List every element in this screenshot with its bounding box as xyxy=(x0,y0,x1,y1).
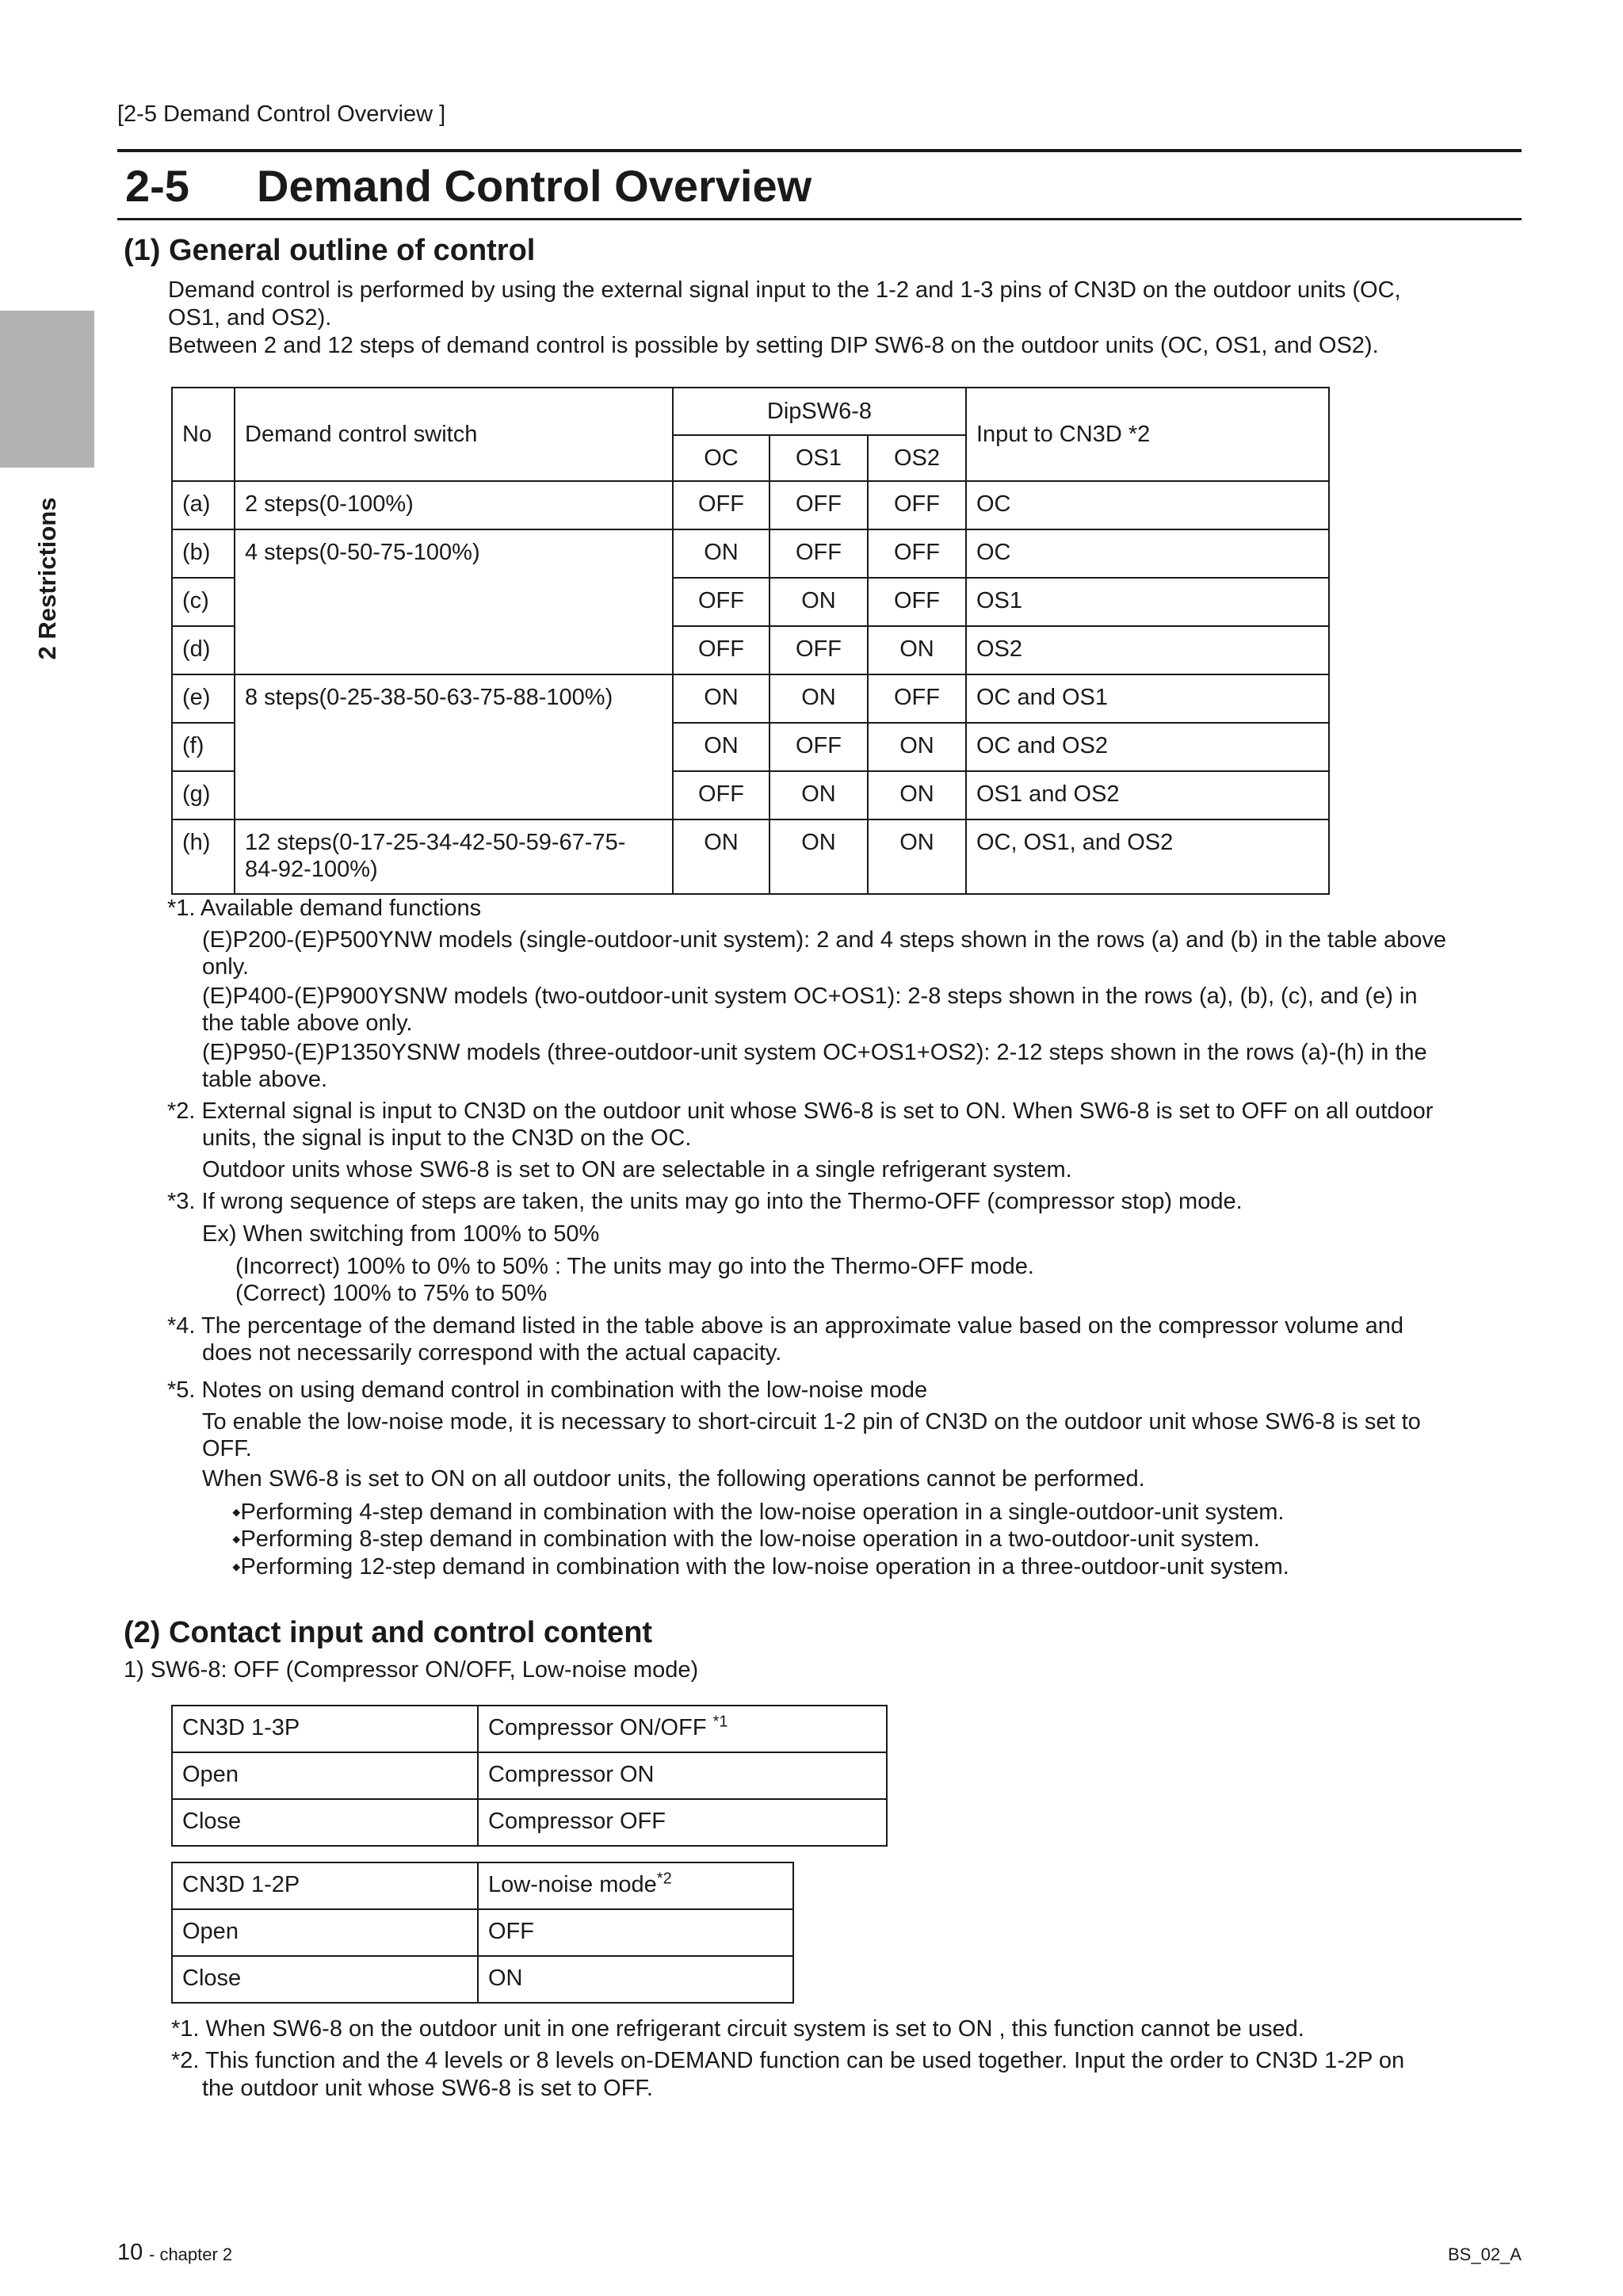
note-line: only. xyxy=(202,954,250,980)
note-line: Ex) When switching from 100% to 50% xyxy=(202,1221,600,1247)
row-os2: ON xyxy=(868,723,966,771)
header-rule xyxy=(117,149,1522,152)
cn3d-12p-table xyxy=(171,1862,794,2004)
note-line: (Correct) 100% to 75% to 50% xyxy=(235,1281,548,1306)
note-line: *1. When SW6-8 on the outdoor unit in one refrigerant circuit system is set to ON , this function cannot be used. xyxy=(171,2016,1304,2042)
row-no: (f) xyxy=(172,723,235,771)
cell-control: Compressor OFF xyxy=(478,1799,887,1846)
header-input: Input to CN3D *2 xyxy=(966,388,1329,481)
table-row xyxy=(172,1799,887,1846)
table-row xyxy=(172,819,1329,894)
note-line: (E)P950-(E)P1350YSNW models (three-outdoor-unit system OC+OS1+OS2): 2-12 steps shown in the rows (a)-(h) in the xyxy=(202,1040,1427,1065)
row-os2: ON xyxy=(868,771,966,819)
header-oc: OC xyxy=(673,435,769,481)
cell-contact: Close xyxy=(172,1956,478,2003)
cn3d-13p-table xyxy=(171,1705,888,1847)
header-os1: OS1 xyxy=(769,435,868,481)
row-os2: ON xyxy=(868,626,966,674)
note-line: (E)P200-(E)P500YNW models (single-outdoor-unit system): 2 and 4 steps shown in the rows (a) and (b) in the table above xyxy=(202,927,1446,953)
row-input: OC xyxy=(966,481,1329,529)
row-no: (a) xyxy=(172,481,235,529)
col-compressor-onoff xyxy=(478,1706,887,1752)
row-no: (g) xyxy=(172,771,235,819)
row-input: OC and OS1 xyxy=(966,674,1329,723)
header-no: No xyxy=(172,388,235,481)
row-input: OS1 and OS2 xyxy=(966,771,1329,819)
page-title: Demand Control Overview xyxy=(257,161,812,211)
table-row xyxy=(172,1909,793,1956)
row-oc: OFF xyxy=(673,771,769,819)
row-steps: 4 steps(0-50-75-100%) xyxy=(235,529,673,674)
side-tab-label: 2 Restrictions xyxy=(33,497,61,660)
note-line: the outdoor unit whose SW6-8 is set to OFF. xyxy=(202,2076,653,2101)
row-input: OS2 xyxy=(966,626,1329,674)
row-no: (e) xyxy=(172,674,235,723)
table-row xyxy=(172,674,1329,723)
section1-para-line: OS1, and OS2). xyxy=(168,305,332,330)
note-line: (E)P400-(E)P900YSNW models (two-outdoor-unit system OC+OS1): 2-8 steps shown in the rows (a), (b), (c), and (e) in xyxy=(202,984,1418,1009)
note-line: the table above only. xyxy=(202,1010,413,1036)
header-dipsw: DipSW6-8 xyxy=(673,388,966,435)
table-row xyxy=(172,1862,793,1909)
row-os2: OFF xyxy=(868,674,966,723)
cell-control: Compressor ON xyxy=(478,1752,887,1799)
col-cn3d-13p: CN3D 1-3P xyxy=(172,1706,478,1752)
title-rule xyxy=(117,218,1522,220)
note-line: *2. External signal is input to CN3D on the outdoor unit whose SW6-8 is set to ON. When SW6-8 is set to OFF on all outdoor xyxy=(167,1098,1434,1124)
row-os2: ON xyxy=(868,819,966,894)
note-line: ⬩Performing 8-step demand in combination with the low-noise operation in a two-outdoor-unit system. xyxy=(232,1526,1260,1552)
row-input: OC and OS2 xyxy=(966,723,1329,771)
note-line: units, the signal is input to the CN3D on the OC. xyxy=(202,1125,692,1151)
running-header: [2-5 Demand Control Overview ] xyxy=(117,101,446,127)
note-line: does not necessarily correspond with the actual capacity. xyxy=(202,1340,782,1366)
row-os1: ON xyxy=(769,771,868,819)
cell-control: OFF xyxy=(478,1909,793,1956)
note-line: table above. xyxy=(202,1067,328,1092)
row-os1: OFF xyxy=(769,481,868,529)
note-line: OFF. xyxy=(202,1436,252,1461)
row-oc: OFF xyxy=(673,481,769,529)
note-line: *2. This function and the 4 levels or 8 levels on-DEMAND function can be used together. Input the order to CN3D 1-2P on xyxy=(171,2048,1405,2073)
note-line: *5. Notes on using demand control in combination with the low-noise mode xyxy=(167,1377,928,1403)
note-line: *3. If wrong sequence of steps are taken, the units may go into the Thermo-OFF (compressor stop) mode. xyxy=(167,1189,1243,1214)
col-low-noise-text: Low-noise mode xyxy=(488,1872,657,1897)
cell-control: ON xyxy=(478,1956,793,2003)
row-oc: OFF xyxy=(673,626,769,674)
note-line: ⬩Performing 4-step demand in combination with the low-noise operation in a single-outdoor-unit system. xyxy=(232,1499,1285,1525)
row-os1: OFF xyxy=(769,723,868,771)
row-steps-line: 12 steps(0-17-25-34-42-50-59-67-75- xyxy=(245,830,626,855)
row-input: OS1 xyxy=(966,578,1329,626)
row-os1: OFF xyxy=(769,626,868,674)
row-oc: ON xyxy=(673,529,769,578)
section1-para-line: Between 2 and 12 steps of demand control is possible by setting DIP SW6-8 on the outdoor units (OC, OS1, and OS2). xyxy=(168,333,1379,358)
row-oc: OFF xyxy=(673,578,769,626)
row-os2: OFF xyxy=(868,529,966,578)
row-oc: ON xyxy=(673,723,769,771)
table-row xyxy=(172,481,1329,529)
table-row xyxy=(172,1706,887,1752)
row-no: (h) xyxy=(172,819,235,894)
header-demand-switch: Demand control switch xyxy=(235,388,673,481)
row-oc: ON xyxy=(673,819,769,894)
note-line: (Incorrect) 100% to 0% to 50% : The units may go into the Thermo-OFF mode. xyxy=(235,1254,1034,1279)
table-row xyxy=(172,1752,887,1799)
row-input: OC, OS1, and OS2 xyxy=(966,819,1329,894)
footnote-ref: *1 xyxy=(712,1713,728,1731)
page-number: 10 xyxy=(117,2240,143,2265)
row-no: (c) xyxy=(172,578,235,626)
side-tab xyxy=(0,311,94,468)
header-os2: OS2 xyxy=(868,435,966,481)
row-os2: OFF xyxy=(868,481,966,529)
row-oc: ON xyxy=(673,674,769,723)
row-os1: ON xyxy=(769,674,868,723)
table-row xyxy=(172,529,1329,578)
note-line: Outdoor units whose SW6-8 is set to ON are selectable in a single refrigerant system. xyxy=(202,1157,1072,1182)
note-line: *4. The percentage of the demand listed in the table above is an approximate value based on the compressor volume and xyxy=(167,1313,1404,1339)
row-steps: 8 steps(0-25-38-50-63-75-88-100%) xyxy=(235,674,673,819)
demand-control-table xyxy=(171,387,1330,895)
doc-code: BS_02_A xyxy=(1448,2244,1522,2264)
page-chapter: - chapter 2 xyxy=(149,2244,233,2264)
table-row xyxy=(172,1956,793,2003)
row-os1: ON xyxy=(769,819,868,894)
row-no: (d) xyxy=(172,626,235,674)
note-line: To enable the low-noise mode, it is necessary to short-circuit 1-2 pin of CN3D on the outdoor unit whose SW6-8 is set to xyxy=(202,1409,1421,1435)
col-cn3d-12p: CN3D 1-2P xyxy=(172,1862,478,1909)
section2-heading: (2) Contact input and control content xyxy=(124,1616,653,1649)
cell-contact: Open xyxy=(172,1752,478,1799)
row-steps: 2 steps(0-100%) xyxy=(235,481,673,529)
note-line: When SW6-8 is set to ON on all outdoor units, the following operations cannot be performed. xyxy=(202,1466,1145,1492)
note-line: ⬩Performing 12-step demand in combination with the low-noise operation in a three-outdoor-unit system. xyxy=(232,1554,1289,1580)
row-os1: OFF xyxy=(769,529,868,578)
col-compressor-onoff-text: Compressor ON/OFF xyxy=(488,1715,713,1740)
row-steps-line: 84-92-100%) xyxy=(245,857,378,882)
cell-contact: Close xyxy=(172,1799,478,1846)
col-low-noise-mode xyxy=(478,1862,793,1909)
footnote-ref: *2 xyxy=(656,1870,672,1888)
row-steps xyxy=(235,819,673,894)
note-line: *1. Available demand functions xyxy=(167,896,482,921)
row-os2: OFF xyxy=(868,578,966,626)
section1-heading: (1) General outline of control xyxy=(124,234,536,267)
section1-para-line: Demand control is performed by using the external signal input to the 1-2 and 1-3 pins of CN3D on the outdoor units (OC, xyxy=(168,277,1401,303)
section2-item1: 1) SW6-8: OFF (Compressor ON/OFF, Low-noise mode) xyxy=(124,1657,699,1683)
section-number: 2-5 xyxy=(125,161,189,211)
cell-contact: Open xyxy=(172,1909,478,1956)
row-os1: ON xyxy=(769,578,868,626)
row-no: (b) xyxy=(172,529,235,578)
row-input: OC xyxy=(966,529,1329,578)
